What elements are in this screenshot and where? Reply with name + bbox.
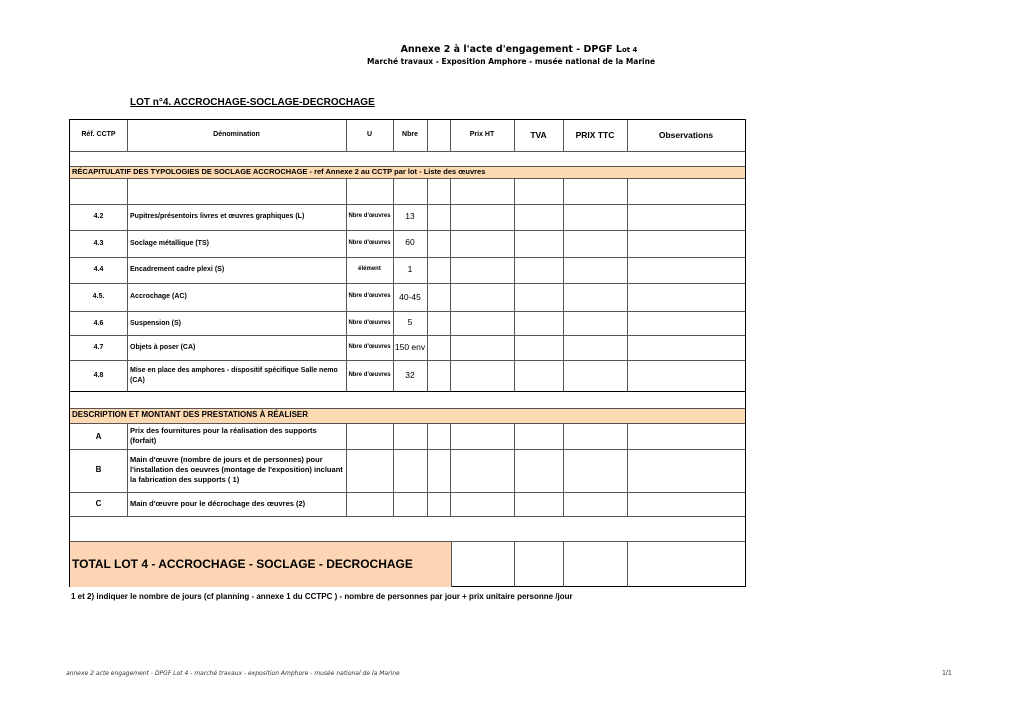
document-title-main: Annexe 2 à l'acte d'engagement - DPGF L bbox=[400, 44, 622, 55]
column-header-tva: TVA bbox=[530, 130, 547, 140]
lot-heading: LOT n°4. ACCROCHAGE-SOCLAGE-DECROCHAGE bbox=[130, 97, 375, 108]
row-denomination: Suspension (S) bbox=[130, 320, 181, 327]
prestation-description: Main d'œuvre (nombre de jours et de personnes) pour l'installation des oeuvres (montage de l'exposition) incluant la fabrication des supports ( 1) bbox=[130, 455, 343, 484]
row-denomination: Pupitres/présentoirs livres et œuvres graphiques (L) bbox=[130, 213, 305, 220]
row-ref: 4.4 bbox=[93, 266, 104, 273]
document-title-suffix: ot 4 bbox=[621, 46, 638, 54]
column-header-price-ttc: PRIX TTC bbox=[575, 130, 615, 140]
row-qty: 150 env bbox=[394, 342, 426, 352]
row-ref: 4.3 bbox=[93, 240, 104, 247]
prestation-ref: A bbox=[95, 432, 102, 441]
footnote: 1 et 2) indiquer le nombre de jours (cf planning - annexe 1 du CCTPC ) - nombre de personnes par jour + prix unitaire personne /jour bbox=[71, 592, 573, 601]
row-unit: Nbre d'œuvres bbox=[348, 293, 391, 299]
document-subtitle: Marché travaux - Exposition Amphore - musée national de la Marine bbox=[366, 57, 656, 66]
column-header-qty: Nbre bbox=[402, 131, 418, 138]
dpgf-table bbox=[69, 119, 746, 587]
row-qty: 13 bbox=[405, 211, 415, 221]
row-unit: Nbre d'œuvres bbox=[348, 240, 391, 246]
column-header-ref: Réf. CCTP bbox=[81, 131, 116, 138]
page-footer: annexe 2 acte engagement - DPGF Lot 4 - marché travaux - exposition Amphore - musée national de la Marine bbox=[66, 670, 400, 677]
row-qty: 60 bbox=[405, 237, 415, 247]
row-denomination: Encadrement cadre plexi (S) bbox=[130, 266, 225, 273]
column-header-price-ht: Prix HT bbox=[469, 131, 495, 138]
page-number: 1/1 bbox=[942, 670, 952, 677]
column-header-observations: Observations bbox=[658, 130, 714, 140]
prestation-description: Prix des fournitures pour la réalisation des supports (forfait) bbox=[130, 426, 317, 445]
row-ref: 4.7 bbox=[93, 344, 104, 351]
row-unit: Nbre d'œuvres bbox=[348, 320, 391, 326]
row-denomination: Soclage métallique (TS) bbox=[130, 240, 209, 247]
prestation-ref: B bbox=[95, 465, 102, 474]
row-unit: Nbre d'œuvres bbox=[348, 372, 391, 378]
row-qty: 5 bbox=[407, 317, 413, 327]
row-qty: 1 bbox=[407, 264, 413, 274]
total-lot-label: TOTAL LOT 4 - ACCROCHAGE - SOCLAGE - DECROCHAGE bbox=[72, 557, 413, 571]
row-ref: 4.5. bbox=[92, 293, 105, 300]
document-title bbox=[0, 44, 1024, 55]
prestations-section-title: DESCRIPTION ET MONTANT DES PRESTATIONS À RÉALISER bbox=[72, 410, 309, 419]
recap-section-title: RÉCAPITULATIF DES TYPOLOGIES DE SOCLAGE ACCROCHAGE - ref Annexe 2 au CCTP par lot - Liste des œuvres bbox=[72, 167, 486, 176]
prestation-ref: C bbox=[95, 499, 102, 508]
column-header-unit: U bbox=[366, 131, 373, 138]
prestation-description: Main d'œuvre pour le décrochage des œuvres (2) bbox=[130, 499, 306, 508]
row-denomination: Accrochage (AC) bbox=[130, 293, 187, 300]
row-ref: 4.8 bbox=[93, 372, 104, 379]
row-unit: Nbre d'œuvres bbox=[348, 344, 391, 350]
row-ref: 4.6 bbox=[93, 320, 104, 327]
row-denomination: Objets à poser (CA) bbox=[130, 344, 196, 351]
row-unit: Nbre d'œuvres bbox=[348, 213, 391, 219]
row-denomination: Mise en place des amphores - dispositif spécifique Salle nemo (CA) bbox=[130, 367, 338, 384]
row-qty: 32 bbox=[405, 370, 415, 380]
row-qty: 40-45 bbox=[399, 292, 421, 302]
column-header-denomination: Dénomination bbox=[213, 131, 260, 138]
row-ref: 4.2 bbox=[93, 213, 104, 220]
row-unit: élément bbox=[358, 266, 381, 272]
